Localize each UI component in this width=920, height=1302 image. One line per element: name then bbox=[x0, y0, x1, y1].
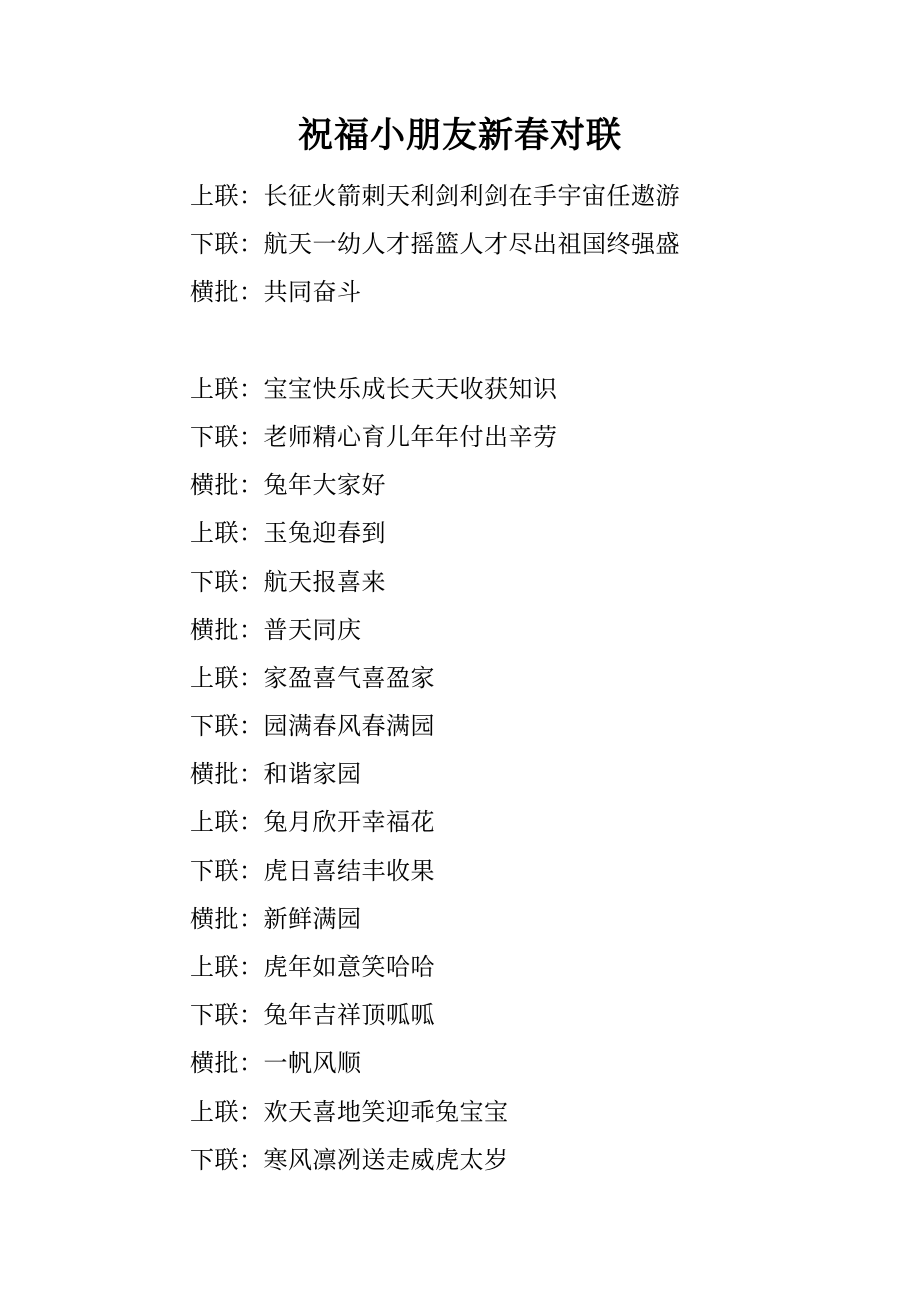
couplet-label: 下联： bbox=[190, 422, 264, 451]
couplet-line bbox=[190, 895, 870, 943]
blank-line bbox=[190, 317, 870, 365]
couplet-label: 横批： bbox=[190, 471, 264, 500]
couplet-line bbox=[190, 413, 870, 461]
couplet-label: 上联： bbox=[190, 808, 264, 837]
couplet-text: 寒风凛冽送走威虎太岁 bbox=[263, 1145, 509, 1174]
couplet-line bbox=[190, 1136, 870, 1184]
couplet-line bbox=[190, 461, 870, 509]
couplet-list bbox=[190, 172, 870, 1184]
couplet-line bbox=[190, 798, 870, 846]
couplet-line bbox=[190, 943, 870, 991]
couplet-text: 欢天喜地笑迎乖兔宝宝 bbox=[263, 1097, 509, 1126]
couplet-line bbox=[190, 750, 870, 798]
couplet-text: 长征火箭刺天利剑利剑在手宇宙任遨游 bbox=[263, 182, 680, 210]
couplet-text: 兔月欣开幸福花 bbox=[263, 808, 435, 837]
couplet-text: 老师精心育儿年年付出辛劳 bbox=[263, 422, 558, 451]
couplet-label: 上联： bbox=[190, 1097, 264, 1126]
couplet-label: 上联： bbox=[190, 374, 264, 403]
couplet-text: 兔年吉祥顶呱呱 bbox=[263, 1001, 435, 1030]
couplet-label: 横批： bbox=[190, 615, 264, 644]
couplet-line bbox=[190, 509, 870, 557]
couplet-text: 一帆风顺 bbox=[263, 1049, 362, 1078]
couplet-text: 和谐家园 bbox=[263, 760, 362, 789]
couplet-line bbox=[190, 220, 870, 268]
couplet-text: 玉兔迎春到 bbox=[263, 519, 386, 548]
couplet-text: 航天一幼人才摇篮人才尽出祖国终强盛 bbox=[263, 230, 680, 259]
couplet-text: 兔年大家好 bbox=[263, 471, 386, 500]
couplet-text: 航天报喜来 bbox=[263, 567, 386, 596]
couplet-text: 宝宝快乐成长天天收获知识 bbox=[263, 374, 558, 403]
couplet-label: 上联： bbox=[190, 519, 264, 548]
couplet-line bbox=[190, 606, 870, 654]
couplet-line bbox=[190, 654, 870, 702]
couplet-line bbox=[190, 1088, 870, 1136]
couplet-label: 横批： bbox=[190, 760, 264, 789]
couplet-label: 下联： bbox=[190, 230, 264, 259]
couplet-label: 上联： bbox=[190, 953, 264, 981]
couplet-label: 上联： bbox=[190, 663, 264, 692]
couplet-label: 横批： bbox=[190, 904, 264, 933]
couplet-text: 新鲜满园 bbox=[263, 904, 362, 933]
couplet-label: 下联： bbox=[190, 712, 264, 741]
couplet-text: 家盈喜气喜盈家 bbox=[263, 663, 435, 692]
couplet-text: 虎年如意笑哈哈 bbox=[263, 953, 435, 981]
couplet-label: 下联： bbox=[190, 1001, 264, 1030]
couplet-line bbox=[190, 1039, 870, 1087]
couplet-text: 普天同庆 bbox=[263, 615, 362, 644]
couplet-line bbox=[190, 172, 870, 220]
couplet-label: 下联： bbox=[190, 1145, 264, 1174]
couplet-label: 横批： bbox=[190, 278, 264, 307]
couplet-label: 上联： bbox=[190, 182, 264, 210]
couplet-label: 横批： bbox=[190, 1049, 264, 1078]
couplet-line bbox=[190, 847, 870, 895]
couplet-line bbox=[190, 558, 870, 606]
couplet-line bbox=[190, 991, 870, 1039]
couplet-line bbox=[190, 365, 870, 413]
couplet-label: 下联： bbox=[190, 856, 264, 885]
document-title: 祝福小朋友新春对联 bbox=[297, 115, 622, 156]
couplet-label: 下联： bbox=[190, 567, 264, 596]
couplet-text: 共同奋斗 bbox=[263, 278, 362, 307]
couplet-text: 园满春风春满园 bbox=[263, 712, 435, 741]
couplet-line bbox=[190, 702, 870, 750]
couplet-text: 虎日喜结丰收果 bbox=[263, 856, 435, 885]
couplet-line bbox=[190, 268, 870, 316]
